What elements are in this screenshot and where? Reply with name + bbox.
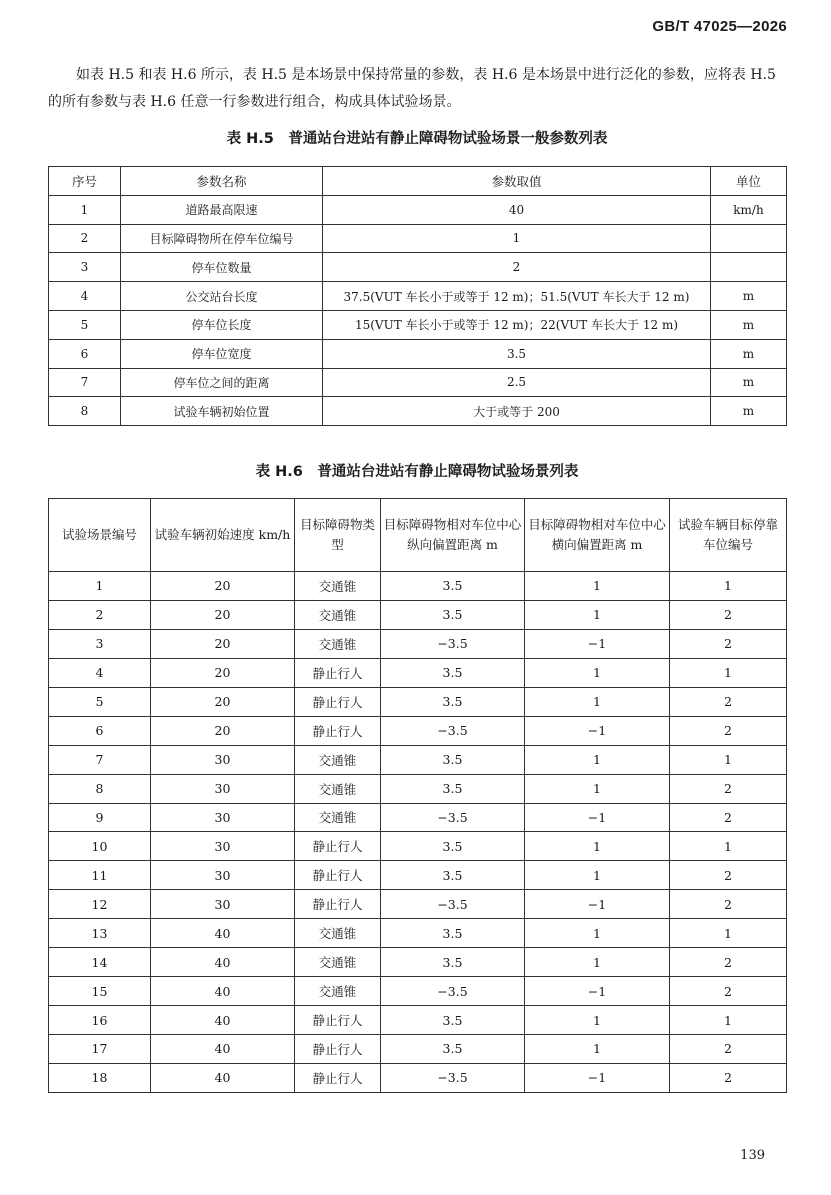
table-cell: 20 [151, 658, 295, 687]
table-row [49, 658, 787, 687]
table-cell: 40 [323, 195, 711, 224]
table-cell: m [711, 368, 787, 397]
table-cell: 30 [151, 803, 295, 832]
table-cell: −1 [525, 977, 670, 1006]
table-cell: 20 [151, 629, 295, 658]
table-cell: 6 [49, 716, 151, 745]
table-cell: 1 [323, 224, 711, 253]
table-row [49, 1063, 787, 1092]
table-cell: 1 [670, 1006, 787, 1035]
column-header: 单位 [711, 167, 787, 196]
table-cell: 1 [670, 745, 787, 774]
table-cell: m [711, 397, 787, 426]
table-cell: 1 [670, 832, 787, 861]
table-cell: −3.5 [381, 1063, 525, 1092]
table-cell: 2 [670, 687, 787, 716]
table-cell: 1 [670, 572, 787, 601]
table-cell: 1 [525, 1006, 670, 1035]
table-row [49, 195, 787, 224]
table-cell: 40 [151, 977, 295, 1006]
table-cell: 1 [525, 658, 670, 687]
table-cell: 2 [670, 716, 787, 745]
table-cell: 40 [151, 919, 295, 948]
table-cell: 交通锥 [295, 774, 381, 803]
table-row [49, 803, 787, 832]
table-cell: 2 [670, 600, 787, 629]
table-cell: 静止行人 [295, 1006, 381, 1035]
table-cell: 30 [151, 832, 295, 861]
table-cell: 1 [525, 572, 670, 601]
table-cell: 停车位数量 [121, 253, 323, 282]
table-cell: m [711, 339, 787, 368]
table-cell: 公交站台长度 [121, 282, 323, 311]
table-h6 [48, 498, 787, 1093]
table-cell: km/h [711, 195, 787, 224]
table-cell: 2 [670, 977, 787, 1006]
table-cell: 30 [151, 745, 295, 774]
table-cell: m [711, 310, 787, 339]
table-cell: 3.5 [381, 832, 525, 861]
table-cell: 静止行人 [295, 832, 381, 861]
table-cell: 20 [151, 572, 295, 601]
table-cell: 3.5 [381, 572, 525, 601]
table-cell: 3.5 [381, 774, 525, 803]
table-cell: 3.5 [381, 1006, 525, 1035]
table-cell: 1 [525, 745, 670, 774]
column-header: 目标障碍物相对车位中心纵向偏置距离 m [381, 499, 525, 572]
table-cell: 1 [525, 919, 670, 948]
table-cell: 30 [151, 774, 295, 803]
table-row [49, 919, 787, 948]
table-cell: 交通锥 [295, 745, 381, 774]
table-cell: 3 [49, 253, 121, 282]
column-header: 参数名称 [121, 167, 323, 196]
table-cell: 9 [49, 803, 151, 832]
table-cell: 40 [151, 948, 295, 977]
table-cell: −1 [525, 1063, 670, 1092]
table-row [49, 832, 787, 861]
table-cell: 14 [49, 948, 151, 977]
table-cell: 1 [670, 658, 787, 687]
table-cell: 10 [49, 832, 151, 861]
table-cell: 试验车辆初始位置 [121, 397, 323, 426]
table-row [49, 716, 787, 745]
column-header: 试验场景编号 [49, 499, 151, 572]
table-cell: 17 [49, 1035, 151, 1064]
table-cell: 20 [151, 687, 295, 716]
table-cell: 2 [670, 1063, 787, 1092]
table-cell: 3.5 [381, 687, 525, 716]
table-cell: 目标障碍物所在停车位编号 [121, 224, 323, 253]
table-row [49, 282, 787, 311]
table-row [49, 977, 787, 1006]
column-header: 目标障碍物类型 [295, 499, 381, 572]
table-cell: −3.5 [381, 803, 525, 832]
table-row [49, 774, 787, 803]
column-header: 试验车辆目标停靠车位编号 [670, 499, 787, 572]
table-cell: 8 [49, 397, 121, 426]
table-row [49, 339, 787, 368]
table-cell: 大于或等于 200 [323, 397, 711, 426]
table-cell: −1 [525, 629, 670, 658]
table-cell: 静止行人 [295, 1035, 381, 1064]
table-cell: 2 [670, 861, 787, 890]
table-cell: 4 [49, 282, 121, 311]
table-row [49, 948, 787, 977]
table-cell: 3.5 [381, 1035, 525, 1064]
table-cell: 2 [670, 774, 787, 803]
table-cell: 停车位之间的距离 [121, 368, 323, 397]
table-cell: 静止行人 [295, 890, 381, 919]
table-cell: 3.5 [381, 600, 525, 629]
table-cell: 1 [525, 1035, 670, 1064]
table-cell: 1 [525, 861, 670, 890]
table-cell: 静止行人 [295, 861, 381, 890]
table-cell: 1 [525, 774, 670, 803]
table-h6-caption: 表 H.6 普通站台进站有静止障碍物试验场景列表 [255, 464, 579, 480]
table-cell: 道路最高限速 [121, 195, 323, 224]
table-cell: −1 [525, 803, 670, 832]
table-cell: 2 [670, 629, 787, 658]
table-cell: 2 [323, 253, 711, 282]
table-cell [711, 224, 787, 253]
table-cell: 20 [151, 716, 295, 745]
table-cell: 18 [49, 1063, 151, 1092]
table-cell: m [711, 282, 787, 311]
table-cell: 停车位长度 [121, 310, 323, 339]
table-row [49, 253, 787, 282]
table-cell: 1 [670, 919, 787, 948]
table-cell: 11 [49, 861, 151, 890]
table-cell: 1 [525, 832, 670, 861]
table-cell: 12 [49, 890, 151, 919]
table-cell: 3.5 [381, 745, 525, 774]
table-cell: 静止行人 [295, 658, 381, 687]
table-cell: −1 [525, 890, 670, 919]
table-cell: 3.5 [381, 861, 525, 890]
table-cell: 静止行人 [295, 687, 381, 716]
table-row [49, 687, 787, 716]
table-cell: 2 [49, 600, 151, 629]
table-cell: 7 [49, 368, 121, 397]
table-cell: 30 [151, 890, 295, 919]
table-cell: 16 [49, 1006, 151, 1035]
table-cell: 交通锥 [295, 803, 381, 832]
table-row [49, 368, 787, 397]
column-header: 序号 [49, 167, 121, 196]
table-cell: 40 [151, 1035, 295, 1064]
table-cell: 6 [49, 339, 121, 368]
table-cell: 1 [525, 600, 670, 629]
table-row [49, 861, 787, 890]
table-h5-caption: 表 H.5 普通站台进站有静止障碍物试验场景一般参数列表 [226, 131, 608, 147]
table-cell: 20 [151, 600, 295, 629]
table-cell: 交通锥 [295, 600, 381, 629]
table-cell: 静止行人 [295, 1063, 381, 1092]
column-header: 试验车辆初始速度 km/h [151, 499, 295, 572]
table-row [49, 1006, 787, 1035]
table-h5 [48, 166, 787, 426]
table-cell: −3.5 [381, 977, 525, 1006]
table-cell: 15(VUT 车长小于或等于 12 m)；22(VUT 车长大于 12 m) [323, 310, 711, 339]
table-cell: 交通锥 [295, 919, 381, 948]
table-cell: 1 [525, 948, 670, 977]
table-cell: 2.5 [323, 368, 711, 397]
table-cell: 40 [151, 1063, 295, 1092]
table-cell: 8 [49, 774, 151, 803]
table-cell: 停车位宽度 [121, 339, 323, 368]
table-cell: 13 [49, 919, 151, 948]
table-cell: 4 [49, 658, 151, 687]
table-row [49, 629, 787, 658]
table-row [49, 310, 787, 339]
table-cell: 3.5 [323, 339, 711, 368]
table-cell: 37.5(VUT 车长小于或等于 12 m)；51.5(VUT 车长大于 12 m) [323, 282, 711, 311]
table-cell: 3.5 [381, 948, 525, 977]
table-cell: 交通锥 [295, 948, 381, 977]
table-cell: 5 [49, 687, 151, 716]
page-number: 139 [740, 1148, 765, 1163]
table-cell: −3.5 [381, 890, 525, 919]
table-row [49, 397, 787, 426]
table-cell: 1 [49, 572, 151, 601]
table-cell: 交通锥 [295, 572, 381, 601]
column-header: 参数取值 [323, 167, 711, 196]
column-header: 目标障碍物相对车位中心横向偏置距离 m [525, 499, 670, 572]
table-cell: 交通锥 [295, 977, 381, 1006]
table-cell: 2 [670, 803, 787, 832]
table-cell: 静止行人 [295, 716, 381, 745]
table-cell: 40 [151, 1006, 295, 1035]
table-cell: 7 [49, 745, 151, 774]
table-cell: −3.5 [381, 629, 525, 658]
table-cell: 交通锥 [295, 629, 381, 658]
standard-code: GB/T 47025—2026 [652, 18, 787, 35]
table-cell: 1 [525, 687, 670, 716]
table-cell: 3.5 [381, 919, 525, 948]
table-cell: 5 [49, 310, 121, 339]
table-cell: 3 [49, 629, 151, 658]
table-row [49, 890, 787, 919]
table-cell: 3.5 [381, 658, 525, 687]
table-row [49, 572, 787, 601]
table-cell: 1 [49, 195, 121, 224]
table-row [49, 1035, 787, 1064]
table-row [49, 600, 787, 629]
table-cell: 30 [151, 861, 295, 890]
table-cell: 2 [670, 1035, 787, 1064]
table-cell [711, 253, 787, 282]
table-cell: −3.5 [381, 716, 525, 745]
intro-paragraph: 如表 H.5 和表 H.6 所示，表 H.5 是本场景中保持常量的参数，表 H.6 是本场景中进行泛化的参数，应将表 H.5 的所有参数与表 H.6 任意一行参数进行组合，构成具体试验场景。 [48, 67, 776, 110]
table-cell: −1 [525, 716, 670, 745]
table-cell: 15 [49, 977, 151, 1006]
table-row [49, 745, 787, 774]
table-cell: 2 [49, 224, 121, 253]
table-cell: 2 [670, 948, 787, 977]
table-cell: 2 [670, 890, 787, 919]
table-row [49, 224, 787, 253]
